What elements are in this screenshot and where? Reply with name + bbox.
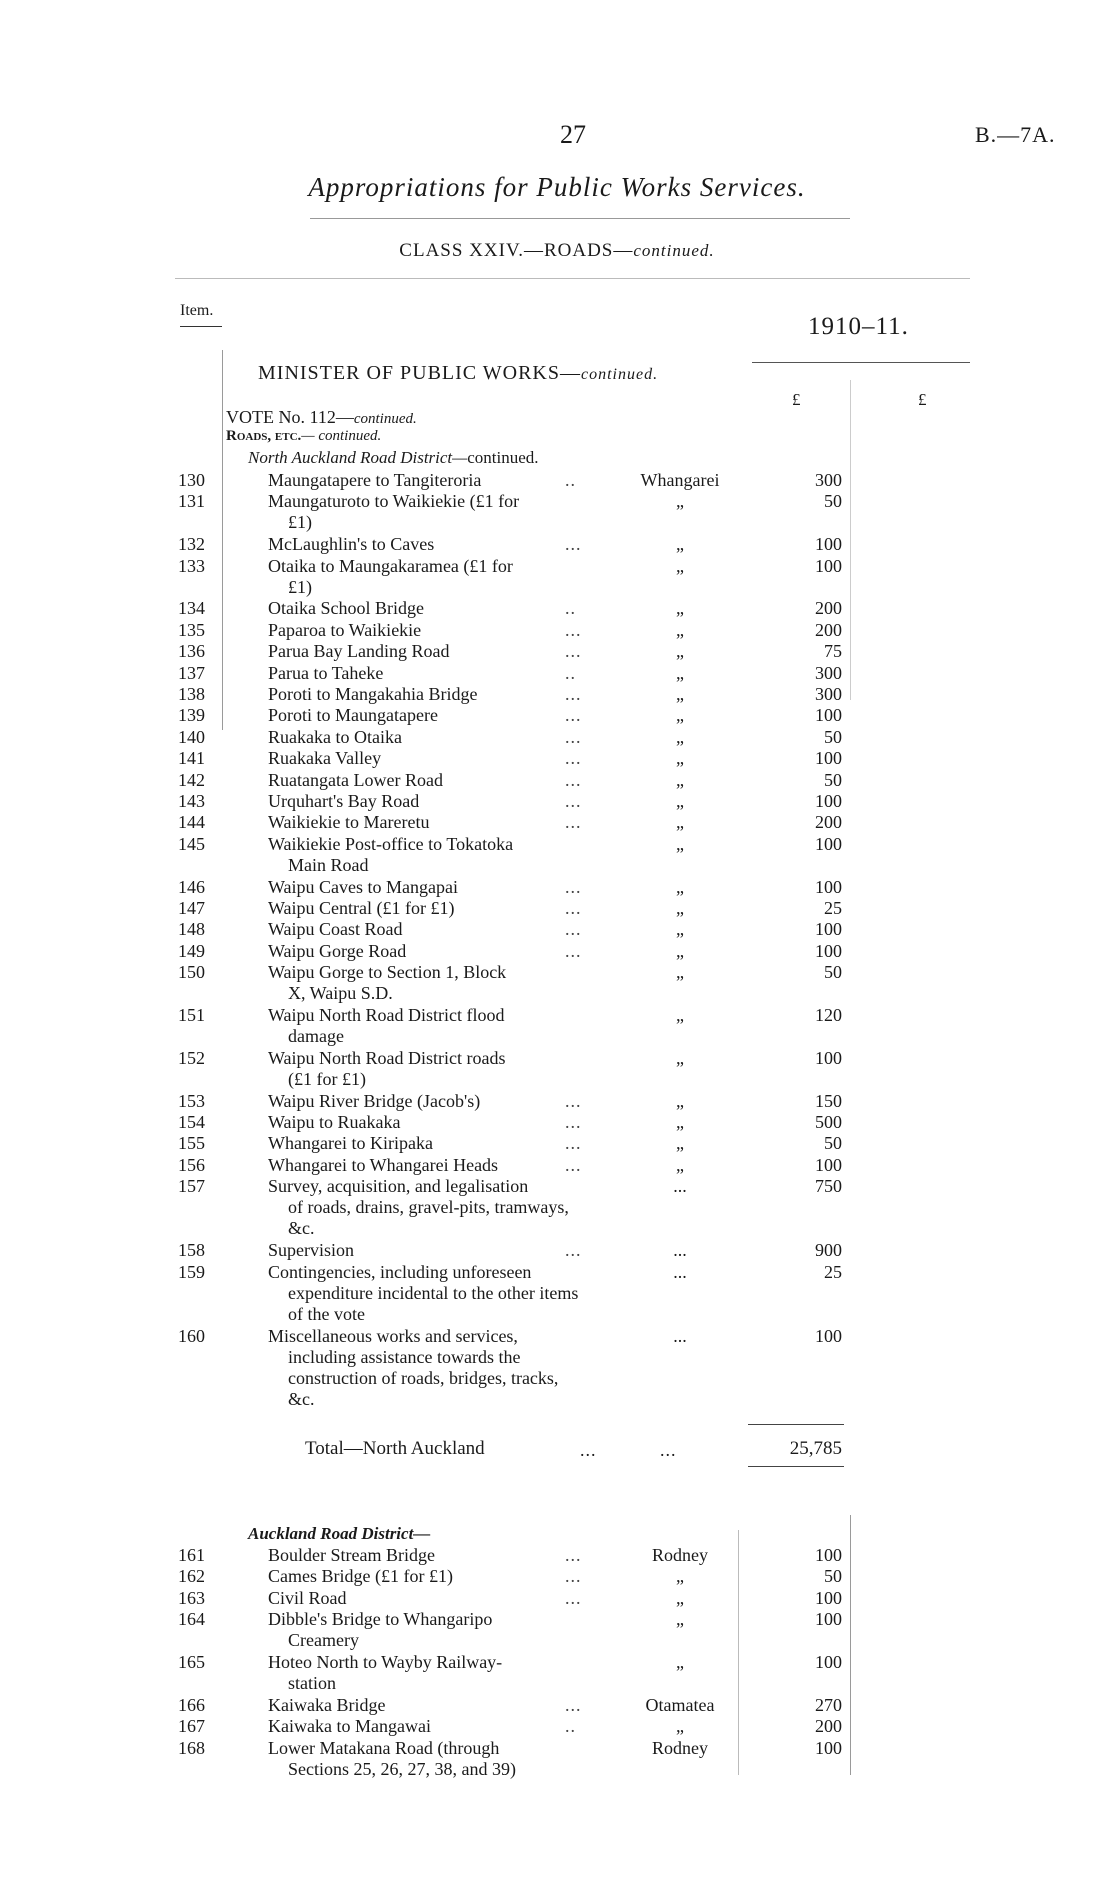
pound-column-1: £ bbox=[792, 390, 801, 409]
item-description bbox=[268, 812, 588, 833]
item-number: 150 bbox=[178, 962, 205, 983]
roads-continued: — continued. bbox=[301, 428, 382, 444]
item-description bbox=[268, 1133, 588, 1154]
item-description bbox=[268, 534, 588, 555]
leader-dots: .. bbox=[565, 662, 576, 683]
item-location: „ bbox=[676, 919, 684, 940]
item-location: „ bbox=[676, 876, 684, 897]
item-amount: 300 bbox=[815, 684, 842, 704]
total-top-rule bbox=[748, 1424, 844, 1425]
description-line: Kaiwaka Bridge bbox=[268, 1694, 386, 1715]
vote-title: VOTE No. 112— bbox=[226, 407, 354, 427]
leader-dots: ... bbox=[565, 1587, 582, 1608]
item-location: „ bbox=[676, 491, 684, 512]
item-description bbox=[268, 1240, 588, 1261]
item-amount: 300 bbox=[815, 470, 842, 490]
leader-dots: ... bbox=[565, 534, 582, 555]
description-line: Waipu Gorge to Section 1, Block bbox=[268, 962, 507, 983]
item-amount: 50 bbox=[824, 1566, 842, 1587]
leader-dots: ... bbox=[565, 940, 582, 961]
description-line: Waipu Caves to Mangapai bbox=[268, 876, 459, 897]
class-rule bbox=[175, 278, 970, 279]
description-line: Paparoa to Waikiekie bbox=[268, 619, 422, 640]
vote-heading bbox=[226, 407, 417, 428]
item-amount: 100 bbox=[815, 555, 842, 576]
item-amount: 50 bbox=[824, 962, 842, 983]
item-description bbox=[268, 1588, 588, 1609]
minister-heading bbox=[258, 362, 658, 385]
item-number: 133 bbox=[178, 555, 205, 576]
item-description bbox=[268, 620, 588, 641]
description-continuation: £1) bbox=[288, 512, 312, 533]
description-line: Waipu North Road District roads bbox=[268, 1047, 506, 1068]
description-continuation: including assistance towards the construction of roads, bridges, tracks, &c. bbox=[288, 1347, 559, 1409]
item-amount: 100 bbox=[815, 1652, 842, 1672]
leader-dots: ... bbox=[565, 876, 582, 897]
total-leader-dots-1: ... bbox=[580, 1440, 597, 1460]
description-continuation: Main Road bbox=[288, 854, 369, 875]
item-description bbox=[268, 1155, 588, 1176]
description-line: Otaika School Bridge bbox=[268, 598, 424, 619]
leader-dots: ... bbox=[565, 812, 582, 833]
description-line: Parua to Taheke bbox=[268, 662, 384, 683]
description-line: Urquhart's Bay Road bbox=[268, 791, 420, 811]
leader-dots: ... bbox=[565, 791, 582, 811]
item-location: „ bbox=[676, 555, 684, 576]
leader-dots: .. bbox=[565, 470, 576, 490]
item-description bbox=[268, 748, 588, 769]
item-amount: 200 bbox=[815, 598, 842, 619]
item-number: 163 bbox=[178, 1587, 205, 1608]
description-line: Kaiwaka to Mangawai bbox=[268, 1716, 431, 1737]
item-number: 151 bbox=[178, 1005, 205, 1025]
item-amount: 500 bbox=[815, 1112, 842, 1132]
item-number: 137 bbox=[178, 662, 205, 683]
leader-dots: ... bbox=[565, 684, 582, 704]
leader-dots: ... bbox=[565, 1694, 582, 1715]
item-description bbox=[268, 962, 588, 1004]
item-amount: 100 bbox=[815, 705, 842, 726]
item-number: 155 bbox=[178, 1133, 205, 1154]
item-description bbox=[268, 1262, 588, 1325]
item-number: 148 bbox=[178, 919, 205, 940]
item-number: 164 bbox=[178, 1609, 205, 1630]
title-rule bbox=[310, 218, 850, 219]
item-location: „ bbox=[676, 898, 684, 918]
item-location: „ bbox=[676, 1154, 684, 1175]
item-number: 134 bbox=[178, 598, 205, 619]
description-line: Hoteo North to Wayby Railway- bbox=[268, 1652, 503, 1672]
item-location: „ bbox=[676, 962, 684, 983]
item-description bbox=[268, 1652, 588, 1694]
item-location: „ bbox=[676, 1133, 684, 1154]
item-number: 130 bbox=[178, 470, 205, 490]
item-amount: 100 bbox=[815, 791, 842, 811]
item-number: 132 bbox=[178, 534, 205, 555]
item-amount: 50 bbox=[824, 491, 842, 512]
leader-dots: ... bbox=[565, 1154, 582, 1175]
item-location: „ bbox=[676, 641, 684, 662]
leader-dots: ... bbox=[565, 1112, 582, 1132]
description-line: Waipu to Ruakaka bbox=[268, 1112, 401, 1132]
description-line: Maungaturoto to Waikiekie (£1 for bbox=[268, 491, 520, 512]
description-line: McLaughlin's to Caves bbox=[268, 534, 435, 555]
description-continuation: Sections 25, 26, 27, 38, and 39) bbox=[288, 1758, 516, 1779]
item-amount: 100 bbox=[815, 1587, 842, 1608]
item-description bbox=[268, 898, 588, 919]
item-number: 165 bbox=[178, 1652, 205, 1672]
description-line: Waipu River Bridge (Jacob's) bbox=[268, 1090, 481, 1111]
district-title: North Auckland Road District— bbox=[248, 448, 468, 467]
item-description bbox=[268, 727, 588, 748]
item-location: „ bbox=[676, 598, 684, 619]
item-description bbox=[268, 1738, 588, 1780]
description-line: Waikiekie Post-office to Tokatoka bbox=[268, 833, 514, 854]
description-line: Waipu Coast Road bbox=[268, 919, 403, 940]
item-location: „ bbox=[676, 1005, 684, 1025]
item-number: 143 bbox=[178, 791, 205, 811]
description-line: Supervision bbox=[268, 1240, 355, 1261]
minister-title: MINISTER OF PUBLIC WORKS— bbox=[258, 362, 581, 384]
item-location: Rodney bbox=[652, 1737, 708, 1758]
item-location: Otamatea bbox=[645, 1694, 715, 1715]
item-description bbox=[268, 663, 588, 684]
item-number: 157 bbox=[178, 1176, 205, 1197]
item-number: 159 bbox=[178, 1261, 205, 1282]
item-number: 138 bbox=[178, 684, 205, 704]
item-amount: 100 bbox=[815, 1326, 842, 1346]
item-description bbox=[268, 1609, 588, 1651]
item-amount: 100 bbox=[815, 1609, 842, 1630]
item-amount: 200 bbox=[815, 1716, 842, 1737]
description-continuation: £1) bbox=[288, 576, 312, 597]
item-location: „ bbox=[676, 1090, 684, 1111]
item-number: 131 bbox=[178, 491, 205, 512]
item-number: 154 bbox=[178, 1112, 205, 1132]
item-location: „ bbox=[676, 1587, 684, 1608]
item-number: 145 bbox=[178, 833, 205, 854]
item-number: 161 bbox=[178, 1545, 205, 1565]
item-amount: 100 bbox=[815, 919, 842, 940]
item-amount: 100 bbox=[815, 1154, 842, 1175]
total-leader-dots-2: ... bbox=[660, 1440, 677, 1460]
description-line: Poroti to Maungatapere bbox=[268, 705, 438, 726]
leader-dots: ... bbox=[565, 1545, 582, 1565]
item-amount: 100 bbox=[815, 876, 842, 897]
item-location: „ bbox=[676, 619, 684, 640]
item-description bbox=[268, 705, 588, 726]
item-amount: 150 bbox=[815, 1090, 842, 1111]
item-amount: 300 bbox=[815, 662, 842, 683]
description-line: Maungatapere to Tangiteroria bbox=[268, 470, 482, 490]
amount-column-rule-lower bbox=[850, 1515, 851, 1775]
item-location: „ bbox=[676, 1047, 684, 1068]
item-number: 147 bbox=[178, 898, 205, 918]
item-location: „ bbox=[676, 833, 684, 854]
item-location: „ bbox=[676, 662, 684, 683]
item-underline bbox=[180, 326, 222, 327]
leader-dots: ... bbox=[565, 1090, 582, 1111]
item-number: 166 bbox=[178, 1694, 205, 1715]
description-line: Boulder Stream Bridge bbox=[268, 1545, 435, 1565]
item-number: 168 bbox=[178, 1737, 205, 1758]
item-number: 136 bbox=[178, 641, 205, 662]
item-number: 153 bbox=[178, 1090, 205, 1111]
document-reference: B.—7A. bbox=[975, 122, 1056, 147]
item-number: 144 bbox=[178, 812, 205, 833]
year-column-header: 1910–11. bbox=[808, 313, 909, 340]
vote-continued: continued. bbox=[353, 411, 417, 427]
item-column-header: Item. bbox=[180, 302, 214, 319]
item-number: 139 bbox=[178, 705, 205, 726]
item-amount: 25 bbox=[824, 1261, 842, 1282]
item-description bbox=[268, 1176, 588, 1239]
description-continuation: damage bbox=[288, 1026, 344, 1046]
leader-dots: ... bbox=[565, 898, 582, 918]
item-amount: 900 bbox=[815, 1240, 842, 1261]
item-location: „ bbox=[676, 940, 684, 961]
item-description bbox=[268, 1091, 588, 1112]
item-amount: 50 bbox=[824, 1133, 842, 1154]
description-continuation: expenditure incidental to the other items of the vote bbox=[288, 1282, 579, 1324]
item-location: „ bbox=[676, 534, 684, 555]
item-amount: 200 bbox=[815, 619, 842, 640]
description-line: Lower Matakana Road (through bbox=[268, 1737, 500, 1758]
description-continuation: (£1 for £1) bbox=[288, 1068, 366, 1089]
leader-dots: ... bbox=[565, 748, 582, 769]
minister-continued: continued. bbox=[581, 366, 659, 383]
item-number: 149 bbox=[178, 940, 205, 961]
auckland-district-heading: Auckland Road District— bbox=[248, 1524, 431, 1543]
description-line: Ruakaka Valley bbox=[268, 748, 382, 769]
item-amount: 25 bbox=[824, 898, 842, 918]
item-description bbox=[268, 791, 588, 812]
description-line: Waipu North Road District flood bbox=[268, 1005, 505, 1025]
item-amount: 100 bbox=[815, 534, 842, 555]
item-number: 140 bbox=[178, 726, 205, 747]
item-amount: 100 bbox=[815, 1047, 842, 1068]
total-amount: 25,785 bbox=[789, 1438, 842, 1459]
description-line: Poroti to Mangakahia Bridge bbox=[268, 684, 478, 704]
left-column-rule bbox=[222, 350, 223, 730]
page-number: 27 bbox=[560, 120, 586, 149]
item-amount: 100 bbox=[815, 1545, 842, 1565]
description-line: Waipu Central (£1 for £1) bbox=[268, 898, 455, 918]
item-description bbox=[268, 1716, 588, 1737]
description-line: Whangarei to Kiripaka bbox=[268, 1133, 433, 1154]
description-continuation: X, Waipu S.D. bbox=[288, 983, 393, 1004]
item-location: ... bbox=[673, 1176, 687, 1197]
leader-dots: ... bbox=[565, 641, 582, 662]
item-description bbox=[268, 556, 588, 598]
item-location: „ bbox=[676, 1609, 684, 1630]
item-description bbox=[268, 684, 588, 705]
item-number: 167 bbox=[178, 1716, 205, 1737]
item-number: 142 bbox=[178, 769, 205, 790]
item-amount: 50 bbox=[824, 769, 842, 790]
item-location: „ bbox=[676, 1652, 684, 1672]
item-location: „ bbox=[676, 748, 684, 769]
item-location: Rodney bbox=[652, 1545, 708, 1565]
item-description bbox=[268, 1326, 588, 1410]
item-description bbox=[268, 598, 588, 619]
item-description bbox=[268, 941, 588, 962]
class-continued: continued. bbox=[633, 241, 715, 260]
class-heading bbox=[0, 240, 1114, 262]
item-location: „ bbox=[676, 1716, 684, 1737]
item-description bbox=[268, 1112, 588, 1133]
description-line: Parua Bay Landing Road bbox=[268, 641, 450, 662]
leader-dots: ... bbox=[565, 919, 582, 940]
item-location: „ bbox=[676, 705, 684, 726]
description-line: Ruatangata Lower Road bbox=[268, 769, 443, 790]
item-amount: 270 bbox=[815, 1694, 842, 1715]
item-location: „ bbox=[676, 1566, 684, 1587]
description-line: Waikiekie to Mareretu bbox=[268, 812, 430, 833]
north-auckland-district-heading bbox=[248, 448, 539, 468]
item-description bbox=[268, 834, 588, 876]
leader-dots: ... bbox=[565, 1240, 582, 1261]
item-amount: 750 bbox=[815, 1176, 842, 1197]
description-line: Survey, acquisition, and legalisation bbox=[268, 1176, 529, 1197]
item-amount: 100 bbox=[815, 748, 842, 769]
item-location: Whangarei bbox=[640, 470, 720, 490]
roads-title: Roads, etc. bbox=[226, 428, 302, 444]
description-line: Miscellaneous works and services, bbox=[268, 1326, 518, 1346]
amount-column-rule bbox=[850, 380, 851, 700]
class-title: CLASS XXIV.—ROADS— bbox=[399, 240, 634, 261]
item-description bbox=[268, 1005, 588, 1047]
total-label: Total—North Auckland bbox=[305, 1438, 485, 1459]
item-location: „ bbox=[676, 726, 684, 747]
item-amount: 200 bbox=[815, 812, 842, 833]
item-location: ... bbox=[673, 1326, 687, 1346]
description-line: Civil Road bbox=[268, 1587, 347, 1608]
leader-dots: ... bbox=[565, 619, 582, 640]
description-line: Ruakaka to Otaika bbox=[268, 726, 402, 747]
item-description bbox=[268, 919, 588, 940]
leader-dots: .. bbox=[565, 598, 576, 619]
item-location: ... bbox=[673, 1240, 687, 1261]
item-number: 158 bbox=[178, 1240, 205, 1261]
description-continuation: station bbox=[288, 1673, 336, 1693]
item-amount: 50 bbox=[824, 726, 842, 747]
item-amount: 75 bbox=[824, 641, 842, 662]
item-description bbox=[268, 877, 588, 898]
item-amount: 120 bbox=[815, 1005, 842, 1025]
item-location: „ bbox=[676, 791, 684, 811]
year-rule bbox=[752, 362, 970, 363]
item-number: 141 bbox=[178, 748, 205, 769]
item-location: „ bbox=[676, 812, 684, 833]
item-amount: 100 bbox=[815, 833, 842, 854]
item-description bbox=[268, 1566, 588, 1587]
item-description bbox=[268, 1048, 588, 1090]
item-description bbox=[268, 641, 588, 662]
item-description bbox=[268, 1545, 588, 1566]
total-bottom-rule bbox=[748, 1466, 844, 1467]
item-number: 152 bbox=[178, 1047, 205, 1068]
item-amount: 100 bbox=[815, 940, 842, 961]
description-continuation: of roads, drains, gravel-pits, tramways, &c. bbox=[288, 1197, 569, 1239]
item-number: 156 bbox=[178, 1154, 205, 1175]
item-number: 135 bbox=[178, 619, 205, 640]
description-line: Otaika to Maungakaramea (£1 for bbox=[268, 555, 513, 576]
item-number: 146 bbox=[178, 876, 205, 897]
item-description bbox=[268, 1695, 588, 1716]
item-location: „ bbox=[676, 684, 684, 704]
leader-dots: ... bbox=[565, 1566, 582, 1587]
description-continuation: Creamery bbox=[288, 1630, 359, 1651]
item-description bbox=[268, 491, 588, 533]
district-continued: continued. bbox=[467, 448, 539, 467]
item-location: „ bbox=[676, 769, 684, 790]
item-number: 160 bbox=[178, 1326, 205, 1346]
item-location: „ bbox=[676, 1112, 684, 1132]
item-number: 162 bbox=[178, 1566, 205, 1587]
leader-dots: ... bbox=[565, 769, 582, 790]
item-amount: 100 bbox=[815, 1737, 842, 1758]
description-line: Contingencies, including unforeseen bbox=[268, 1261, 532, 1282]
description-line: Waipu Gorge Road bbox=[268, 940, 407, 961]
roads-heading bbox=[226, 428, 381, 445]
page-title: Appropriations for Public Works Services. bbox=[308, 172, 806, 202]
description-line: Whangarei to Whangarei Heads bbox=[268, 1154, 499, 1175]
leader-dots: ... bbox=[565, 726, 582, 747]
item-location: ... bbox=[673, 1261, 687, 1282]
pound-column-2: £ bbox=[918, 390, 927, 409]
leader-dots: ... bbox=[565, 705, 582, 726]
item-description bbox=[268, 770, 588, 791]
description-line: Cames Bridge (£1 for £1) bbox=[268, 1566, 453, 1587]
description-line: Dibble's Bridge to Whangaripo bbox=[268, 1609, 493, 1630]
item-description bbox=[268, 470, 588, 491]
leader-dots: ... bbox=[565, 1133, 582, 1154]
leader-dots: .. bbox=[565, 1716, 576, 1737]
